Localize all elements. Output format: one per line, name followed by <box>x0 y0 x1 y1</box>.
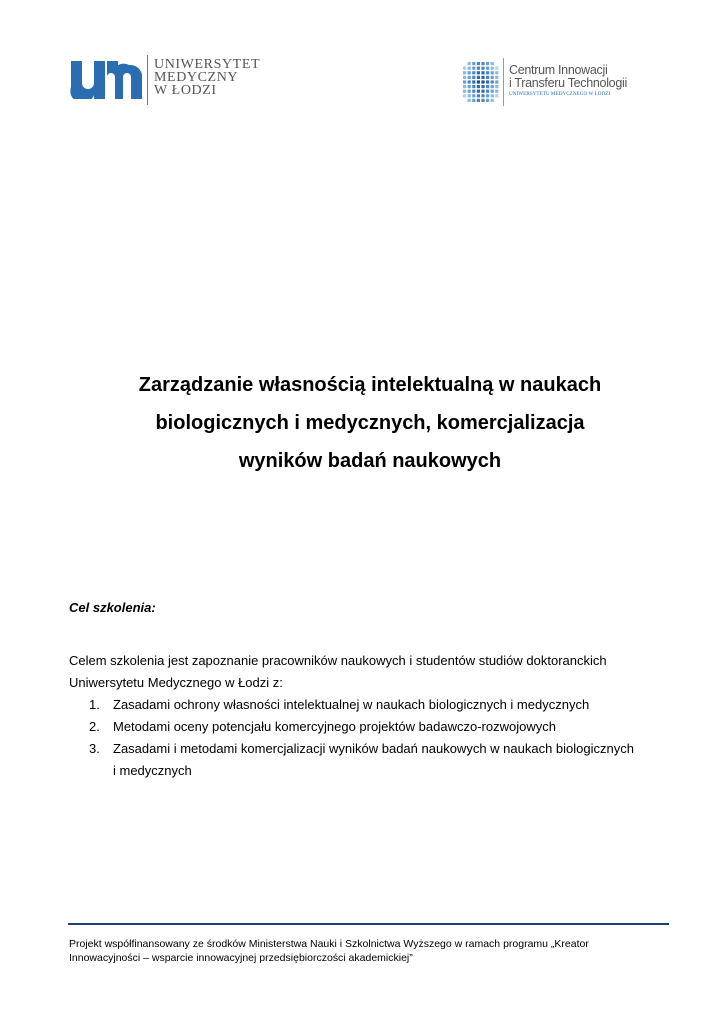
citt-logo <box>461 58 641 108</box>
footer-text <box>69 937 669 965</box>
title-line-1: Zarządzanie własnością intelektualną w naukach <box>138 374 602 396</box>
footer-line-1: Projekt współfinansowany ze środków Ministerstwa Nauki i Szkolnictwa Wyższego w ramach programu „Kreator <box>69 938 589 950</box>
list-item-number: 2. <box>89 719 100 734</box>
um-logo-icon <box>70 61 142 99</box>
title-line-2: biologicznych i medycznych, komercjalizacja <box>155 412 585 434</box>
footer-line-2: Innowacyjności – wsparcie innowacyjnej przedsiębiorczości akademickiej” <box>69 952 413 964</box>
university-logo <box>70 55 270 105</box>
list-item <box>69 738 669 760</box>
title-line-3: wyników badań naukowych <box>238 450 502 472</box>
university-name-line-1: UNIWERSYTET <box>154 57 261 72</box>
list-item <box>69 694 669 716</box>
list-item-text: i medycznych <box>113 763 192 778</box>
list-item-text: Zasadami i metodami komercjalizacji wyników badań naukowych w naukach biologicznych <box>113 741 634 756</box>
footer-rule <box>68 923 669 925</box>
intro-line-1: Celem szkolenia jest zapoznanie pracowników naukowych i studentów studiów doktoranckich <box>69 653 607 668</box>
list-item-text: Zasadami ochrony własności intelektualnej w naukach biologicznych i medycznych <box>113 697 590 712</box>
intro-line-2: Uniwersytetu Medycznego w Łodzi z: <box>69 675 283 690</box>
university-name-line-2: MEDYCZNY <box>154 70 239 85</box>
goals-list <box>69 694 669 782</box>
section-heading: Cel szkolenia: <box>69 600 156 615</box>
citt-subline: UNIWERSYTETU MEDYCZNEGO W ŁODZI <box>509 91 611 97</box>
university-name <box>154 58 260 97</box>
citt-name-line-1: Centrum Innowacji <box>509 63 608 77</box>
university-name-line-3: W ŁODZI <box>154 83 217 98</box>
dot-grid-logo-icon <box>461 60 501 104</box>
logo-divider <box>503 58 504 106</box>
list-item-text: Metodami oceny potencjału komercyjnego projektów badawczo-rozwojowych <box>113 719 556 734</box>
list-item-continuation <box>69 760 669 782</box>
list-item <box>69 716 669 738</box>
citt-name-line-2: i Transferu Technologii <box>509 76 627 90</box>
citt-name <box>509 64 627 98</box>
logo-divider <box>147 55 148 105</box>
section-body <box>69 650 669 782</box>
list-item-number: 1. <box>89 697 100 712</box>
document-title <box>70 366 670 480</box>
list-item-number: 3. <box>89 741 100 756</box>
